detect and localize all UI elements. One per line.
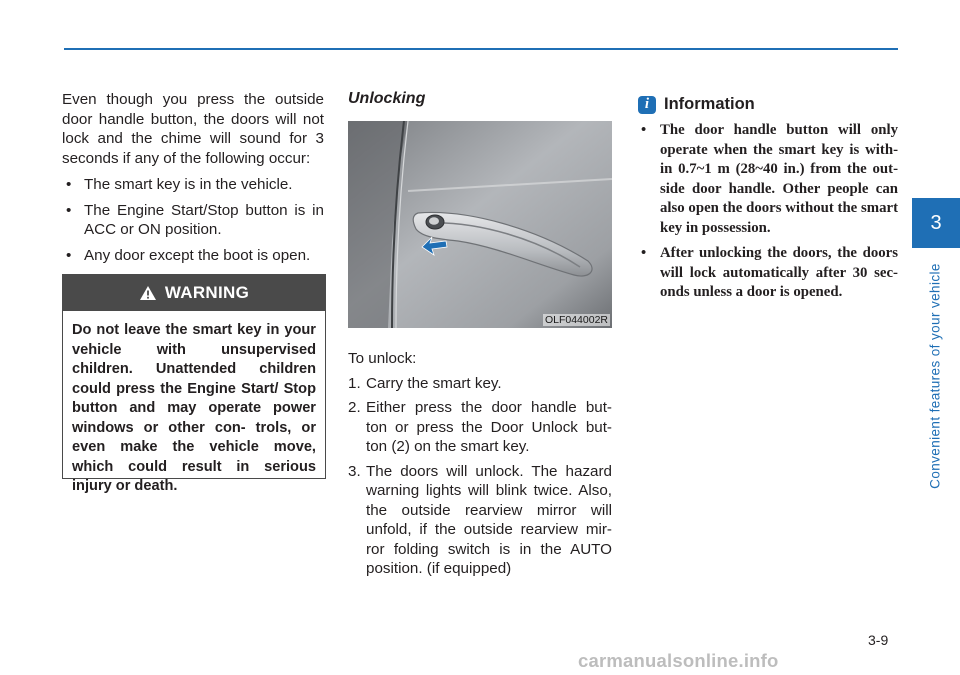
intro-bullet: • The smart key is in the vehicle. [66, 176, 293, 193]
warning-text: Do not leave the smart key in your vehicle with unsupervised children. Unattended children could press the Engine Start/ Stop button and may operate power windows or other con- trols, or even make the vehicle move, which could result in serious injury or death. [72, 322, 316, 494]
information-bullet-list [638, 121, 898, 303]
information-bullet: • The door handle button will only operate when the smart key is with- in 0.7~1 m (28~40 in.) from the out- side door handle. Other people can also open the doors without the smart key in possession. [641, 122, 898, 236]
intro-bullet: • The Engine Start/Stop button is in ACC or ON position. [66, 201, 324, 238]
door-handle-illustration [348, 121, 612, 328]
warning-triangle-icon [139, 285, 157, 301]
unlock-step: 1. Carry the smart key. [348, 374, 502, 392]
information-header [638, 95, 898, 114]
watermark: carmanualsonline.info [578, 650, 779, 671]
image-code-label: OLF044002R [544, 314, 608, 326]
intro-section [62, 90, 324, 271]
information-section [638, 95, 898, 309]
warning-box [62, 274, 326, 494]
intro-paragraph: Even though you press the outside door handle button, the doors will not lock and the chime will sound for 3 seconds if any of the following occur: [62, 91, 324, 167]
unlocking-section [348, 90, 612, 108]
warning-header [63, 275, 325, 311]
top-rule [64, 48, 898, 50]
unlock-step: 2. Either press the door handle but- ton or press the Door Unlock but- ton (2) on the smart key. [348, 399, 612, 455]
information-bullet: • After unlocking the doors, the doors will lock automatically after 30 sec- onds unless a door is opened. [641, 245, 898, 300]
unlocking-heading: Unlocking [348, 90, 426, 107]
chapter-number-tab: 3 [912, 198, 960, 248]
intro-bullet: • Any door except the boot is open. [66, 246, 311, 264]
unlock-intro: To unlock: [348, 350, 417, 367]
unlock-step: 3. The doors will unlock. The hazard warning lights will blink twice. Also, the outside rearview mirror will unfold, if the outside rearview mir- ror folding switch is in the AUTO position. (if equipped) [348, 462, 612, 577]
information-title: Information [664, 95, 755, 113]
info-icon: i [638, 96, 656, 114]
chapter-title-vertical [924, 256, 946, 496]
door-handle-photo [348, 121, 612, 328]
chapter-title: Convenient features of your vehicle [927, 263, 943, 489]
page-number: 3-9 [868, 632, 889, 648]
unlock-steps [348, 349, 612, 584]
warning-title: WARNING [164, 283, 250, 302]
intro-bullet-list [62, 175, 324, 265]
unlock-step-list [348, 374, 612, 579]
